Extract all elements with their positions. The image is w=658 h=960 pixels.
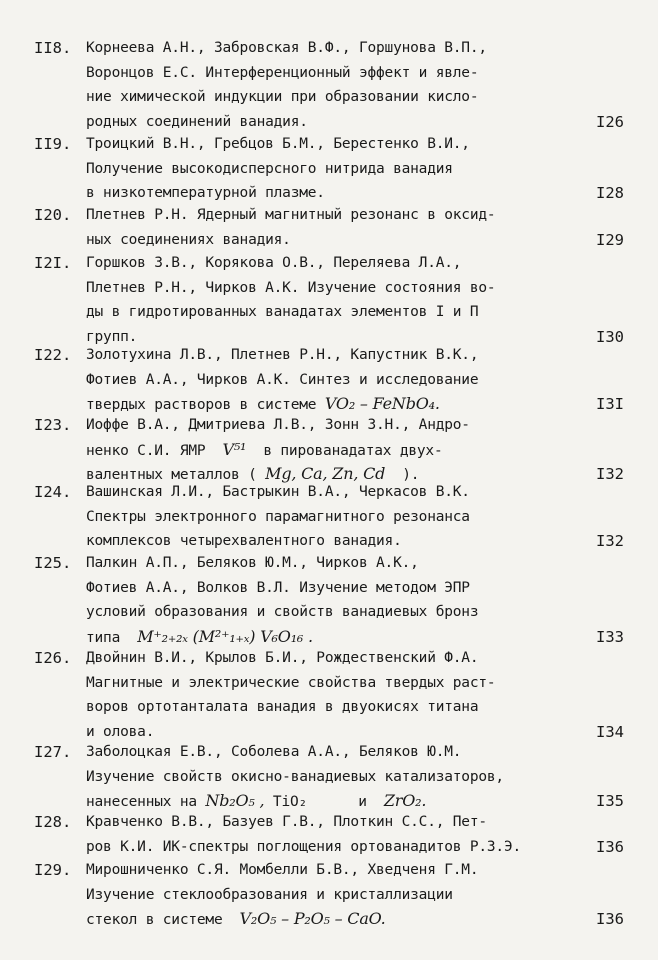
entry-text: [86, 551, 586, 649]
entry-line: Изучение стеклообразования и кристаллизации: [86, 886, 453, 903]
line-text: стекол в системе: [86, 912, 223, 928]
entry-line: Кравченко В.В., Базуев Г.В., Плоткин С.С., Пет-: [86, 814, 487, 830]
entry-text: [86, 646, 586, 744]
page-number: I26: [596, 112, 624, 131]
entry-text: [86, 203, 586, 252]
entry-text: [86, 251, 586, 349]
page-number: I36: [596, 910, 624, 928]
page-number: I3I: [596, 395, 624, 413]
line-text: и: [358, 794, 367, 810]
page-number: I28: [596, 184, 624, 202]
entry-number: I29.: [34, 861, 72, 879]
entry-line: Изучение свойств окисно-ванадиевых катализаторов,: [86, 768, 504, 785]
handwritten-formula: M⁺₂₊₂ₓ (M²⁺₁₊ₓ) V₆O₁₆ .: [137, 626, 313, 646]
entry-line: [86, 438, 586, 463]
line-text: TiO₂: [272, 794, 308, 810]
line-text: валентных металлов (: [86, 467, 257, 483]
page-number: I35: [596, 792, 624, 810]
page-number: I33: [596, 627, 624, 646]
entry-line: Спектры электронного парамагнитного резонанса: [86, 508, 470, 525]
line-text: ненко С.И. ЯМР: [86, 442, 206, 459]
entry-line: ды в гидротированных ванадатах элементов I и П: [86, 304, 479, 320]
entry-number: I20.: [34, 206, 72, 224]
line-text: ).: [402, 467, 420, 483]
entry-text: [86, 343, 586, 417]
line-text: нанесенных на: [86, 794, 197, 810]
entry-line: Заболоцкая Е.В., Соболева А.А., Беляков Ю.М.: [86, 744, 462, 760]
entry-line: ров К.И. ИК-спектры поглощения ортованадитов Р.З.Э.: [86, 838, 522, 855]
page-number: I36: [596, 837, 624, 856]
entry-line: Мирошниченко С.Я. Момбелли Б.В., Хведченя Г.М.: [86, 862, 479, 878]
entry-number: I23.: [34, 416, 72, 434]
entry-line: Горшков З.В., Корякова О.В., Переляева Л.А.,: [86, 255, 462, 271]
entry-line: комплексов четырехвалентного ванадия.: [86, 533, 402, 549]
line-text: твердых растворов в системе: [86, 397, 317, 413]
entry-number: II8.: [34, 39, 72, 57]
entry-line: Иоффе В.А., Дмитриева Л.В., Зонн З.Н., Андро-: [86, 417, 470, 433]
entry-line: Получение высокодисперсного нитрида ванадия: [86, 160, 453, 177]
entry-number: I24.: [34, 483, 72, 501]
entry-line: воров ортотанталата ванадия в двуокисях титана: [86, 699, 479, 715]
entry-text: [86, 858, 586, 932]
line-text: в пированадатах двух-: [263, 442, 443, 459]
entry-line: Плетнев Р.Н. Ядерный магнитный резонанс в оксид-: [86, 207, 496, 223]
entry-text: [86, 132, 586, 206]
handwritten-formula: ZrO₂.: [383, 791, 427, 810]
entry-line: и олова.: [86, 723, 155, 740]
page-number: I32: [596, 532, 624, 550]
entry-line: Палкин А.П., Беляков Ю.М., Чирков А.К.,: [86, 555, 419, 571]
entry-line: условий образования и свойств ванадиевых бронз: [86, 604, 479, 620]
entry-line: Золотухина Л.В., Плетнев Р.Н., Капустник В.К.,: [86, 347, 479, 363]
entry-line: родных соединений ванадия.: [86, 113, 308, 130]
entry-line: Магнитные и электрические свойства твердых раст-: [86, 674, 496, 691]
entry-line: в низкотемпературной плазме.: [86, 185, 325, 201]
page-number: I30: [596, 327, 624, 346]
entry-line: Фотиев А.А., Чирков А.К. Синтез и исследование: [86, 371, 479, 388]
entry-line: Фотиев А.А., Волков В.Л. Изучение методом ЭПР: [86, 579, 470, 596]
entry-line: Двойнин В.И., Крылов Б.И., Рождественский Ф.А.: [86, 650, 479, 666]
handwritten-formula: VO₂ – FeNbO₄.: [324, 394, 440, 413]
handwritten-formula: Nb₂O₅ ,: [205, 791, 265, 810]
entry-number: I26.: [34, 649, 72, 667]
entry-number: I27.: [34, 743, 72, 761]
entry-number: II9.: [34, 135, 72, 153]
page-number: I32: [596, 465, 624, 483]
entry-text: [86, 740, 586, 814]
entry-line: [86, 907, 586, 932]
page-number: I29: [596, 230, 624, 249]
entry-text: [86, 413, 586, 487]
entry-number: I22.: [34, 346, 72, 364]
handwritten-formula: V⁵¹: [222, 439, 247, 459]
entry-line: ных соединениях ванадия.: [86, 231, 291, 248]
entry-line: Троицкий В.Н., Гребцов Б.М., Берестенко В.И.,: [86, 136, 470, 152]
entry-text: [86, 810, 586, 859]
entry-line: Вашинская Л.И., Бастрыкин В.А., Черкасов В.К.: [86, 484, 470, 500]
handwritten-formula: Mg, Ca, Zn, Cd: [265, 464, 386, 483]
entry-number: I2I.: [34, 254, 72, 272]
entry-number: I28.: [34, 813, 72, 831]
entry-text: [86, 36, 586, 134]
page-number: I34: [596, 722, 624, 741]
handwritten-formula: V₂O₅ – P₂O₅ – CaO.: [239, 909, 386, 928]
entry-line: Воронцов Е.С. Интерференционный эффект и явле-: [86, 64, 479, 81]
entry-line: ние химической индукции при образовании кисло-: [86, 89, 479, 105]
entry-number: I25.: [34, 554, 72, 572]
entry-line: Плетнев Р.Н., Чирков А.К. Изучение состояния во-: [86, 279, 496, 296]
line-text: типа: [86, 629, 121, 646]
entry-line: групп.: [86, 328, 138, 345]
entry-line: Корнеева А.Н., Забровская В.Ф., Горшунова В.П.,: [86, 40, 487, 56]
entry-text: [86, 480, 586, 554]
